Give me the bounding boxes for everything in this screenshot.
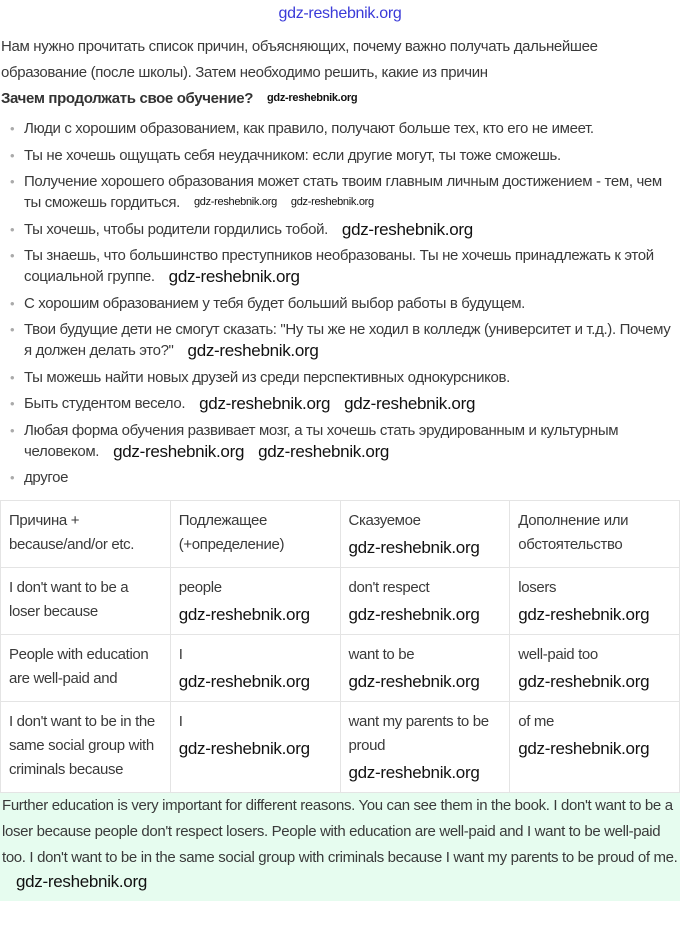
table-cell [340,701,510,792]
reason-text: Ты хочешь, чтобы родители гордились тобой. [24,220,328,238]
reason-item [8,367,676,388]
cell-text: Сказуемое [348,511,421,529]
watermark: gdz-reshebnik.org [267,92,358,104]
watermark: gdz-reshebnik.org [258,441,390,461]
table-cell [510,567,680,634]
reason-text: С хорошим образованием у тебя будет больший выбор работы в будущем. [24,294,526,312]
reason-item [8,420,676,462]
watermark: gdz-reshebnik.org [348,537,480,557]
table-cell [170,500,340,567]
cell-text: want my parents to be proud [348,712,489,754]
cell-text: I don't want to be in the same social group with criminals because [9,712,155,778]
table-cell [1,500,171,567]
cell-text: People with education are well-paid and [9,645,149,687]
cell-text: losers [518,578,557,596]
table-cell [1,567,171,634]
watermark: gdz-reshebnik.org [199,394,331,413]
watermark: gdz-reshebnik.org [278,5,402,22]
table-cell [170,701,340,792]
table-cell [340,567,510,634]
header-bar [0,0,680,34]
cell-text: Подлежащее (+определение) [178,511,285,553]
reason-text: Быть студентом весело. [24,395,186,412]
reason-item [8,293,676,314]
watermark: gdz-reshebnik.org [518,738,650,758]
watermark: gdz-reshebnik.org [113,441,245,461]
table-cell [340,634,510,701]
question-heading: Зачем продолжать свое обучение? [1,90,254,107]
watermark: gdz-reshebnik.org [178,604,310,624]
answer-block [0,793,680,901]
reason-text: Люди с хорошим образованием, как правило, получают больше тех, кто его не имеет. [24,120,594,137]
table-cell [1,701,171,792]
answer-paragraph [0,793,680,897]
reason-text: Получение хорошего образования может стать твоим главным личным достижением - тем, чем ты сможешь гордиться. [24,173,662,211]
watermark: gdz-reshebnik.org [168,267,300,286]
watermark: gdz-reshebnik.org [348,762,480,782]
watermark: gdz-reshebnik.org [290,196,374,208]
table-cell [510,701,680,792]
reason-item [8,219,676,240]
intro-text: Нам нужно прочитать список причин, объясняющих, почему важно получать дальнейшее образование (после школы). Затем необходимо решить, какие из причин [1,38,598,81]
question-block [0,86,680,114]
watermark: gdz-reshebnik.org [341,219,473,239]
reasons-list [0,114,680,500]
reason-item [8,467,676,488]
reason-item [8,245,676,287]
watermark: gdz-reshebnik.org [518,671,650,691]
cell-text: I don't want to be a loser because [9,578,129,620]
table-header-row [1,500,680,567]
table-cell [340,500,510,567]
reason-item [8,145,676,166]
watermark: gdz-reshebnik.org [187,341,319,360]
cell-text: I [178,645,183,663]
watermark: gdz-reshebnik.org [178,671,310,691]
reason-text: Ты не хочешь ощущать себя неудачником: если другие могут, ты тоже сможешь. [24,146,561,164]
watermark: gdz-reshebnik.org [518,604,650,624]
reason-text: Ты знаешь, что большинство преступников необразованы. Ты не хочешь принадлежать к этой социальной группе. [24,247,654,285]
reason-item [8,393,676,414]
reason-text: другое [24,469,69,486]
table-cell [1,634,171,701]
cell-text: I [178,712,183,730]
cell-text: want to be [348,645,415,663]
watermark: gdz-reshebnik.org [348,671,480,691]
table-cell [510,500,680,567]
watermark: gdz-reshebnik.org [178,738,310,758]
reason-text: Ты можешь найти новых друзей из среди перспективных однокурсников. [24,368,510,386]
answer-text: Further education is very important for different reasons. You can see them in the book. I don't want to be a loser because people don't respect losers. People with education are well-paid and I want to be well-paid too. I don't want to be in the same social group with criminals because I want my parents to be proud of me. [2,796,678,866]
cell-text: Причина + because/and/or etc. [9,511,135,553]
table-row [1,634,680,701]
reason-item [8,118,676,139]
reason-text: Твои будущие дети не смогут сказать: "Ну ты же не ходил в колледж (университет и т.д.). Почему я должен делать это?" [24,321,671,359]
watermark: gdz-reshebnik.org [16,871,147,891]
watermark: gdz-reshebnik.org [348,604,480,624]
reason-item [8,319,676,361]
watermark: gdz-reshebnik.org [193,196,277,208]
sentence-table [0,500,680,793]
cell-text: Дополнение или обстоятельство [518,511,629,553]
table-cell [170,567,340,634]
table-row [1,567,680,634]
table-row [1,701,680,792]
reason-item [8,171,676,213]
cell-text: don't respect [348,578,430,596]
table-cell [510,634,680,701]
table-cell [170,634,340,701]
cell-text: well-paid too [518,645,598,663]
watermark: gdz-reshebnik.org [344,394,476,413]
cell-text: people [178,578,222,596]
cell-text: of me [518,712,555,730]
reason-text: Любая форма обучения развивает мозг, а ты хочешь стать эрудированным и культурным человеком. [24,421,619,460]
